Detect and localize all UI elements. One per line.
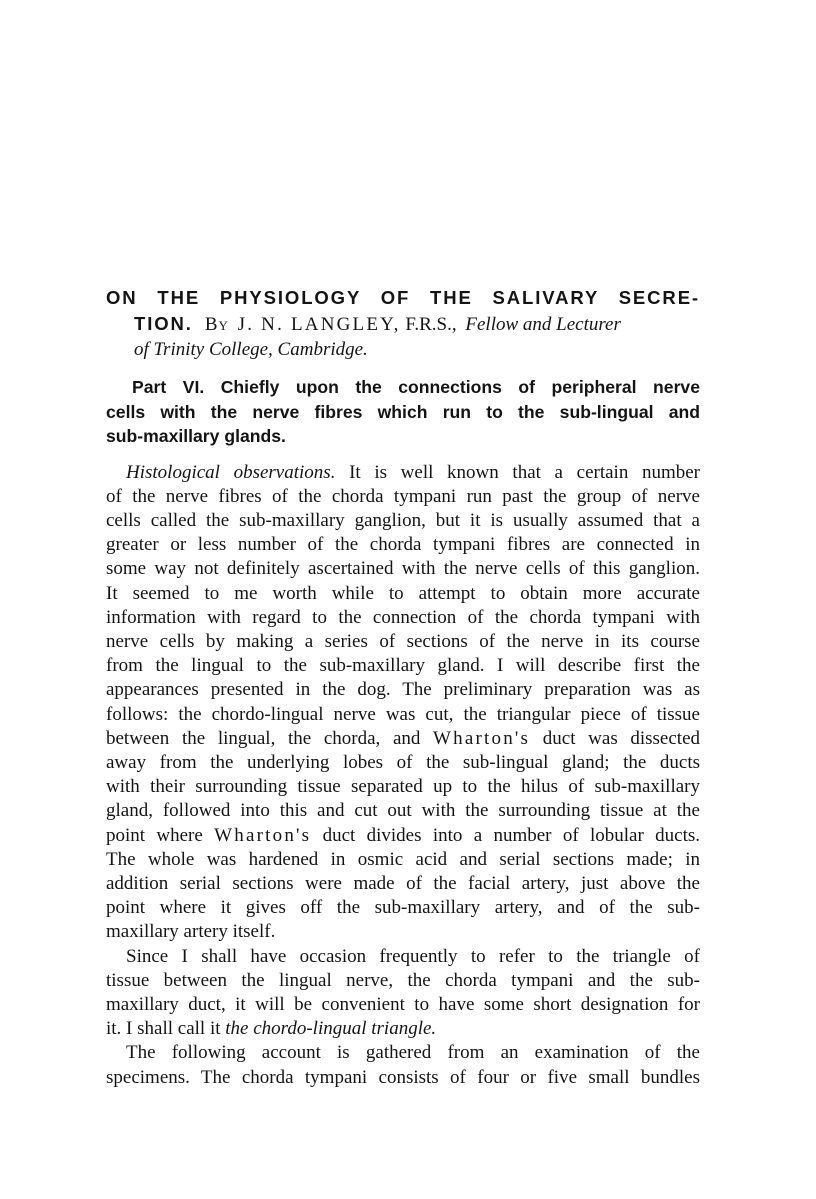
defined-term: the chordo-lingual triangle. bbox=[225, 1018, 437, 1040]
text-line: cells called the sub-maxillary ganglion, but it is usually assumed that a bbox=[106, 509, 700, 531]
text-line: follows: the chordo-lingual nerve was cut, the triangular piece of tissue bbox=[106, 703, 700, 725]
text-line: from the lingual to the sub-maxillary gland. I will describe first the bbox=[106, 655, 700, 677]
text-line: The following account is gathered from an examination of the bbox=[126, 1042, 700, 1064]
text-line: of the nerve fibres of the chorda tympani run past the group of nerve bbox=[106, 485, 700, 507]
text-line: Since I shall have occasion frequently to refer to the triangle of bbox=[126, 945, 700, 967]
text-line: nerve cells by making a series of sections of the nerve in its course bbox=[106, 630, 700, 652]
text-line: addition serial sections were made of the facial artery, just above the bbox=[106, 872, 700, 894]
title-continuation: TION. bbox=[134, 313, 193, 334]
text-line: It seemed to me worth while to attempt to obtain more accurate bbox=[106, 582, 700, 604]
paper-page bbox=[106, 285, 700, 1090]
text-line: information with regard to the connection of the chorda tympani with bbox=[106, 606, 700, 628]
text-line: with their surrounding tissue separated up to the hilus of sub-maxillary bbox=[106, 776, 700, 798]
text-line: maxillary artery itself. bbox=[106, 921, 276, 943]
author-affiliation-college: of Trinity College, Cambridge. bbox=[134, 339, 368, 360]
text-line: away from the underlying lobes of the sub-lingual gland; the ducts bbox=[106, 751, 700, 773]
text-line: specimens. The chorda tympani consists of four or five small bundles bbox=[106, 1066, 700, 1088]
part-heading-line: sub-maxillary glands. bbox=[106, 426, 286, 446]
by-word: By bbox=[204, 314, 229, 335]
text-line: point where Wharton's duct divides into a number of lobular ducts. bbox=[106, 824, 700, 846]
text-line: point where it gives off the sub-maxillary artery, and of the sub- bbox=[106, 897, 700, 919]
text-line: between the lingual, the chorda, and Wharton's duct was dissected bbox=[106, 727, 701, 749]
article-title: ON THE PHYSIOLOGY OF THE SALIVARY SECRE- bbox=[106, 287, 700, 308]
spaced-name: Wharton's bbox=[433, 727, 531, 749]
author-affiliation: Fellow and Lecturer bbox=[465, 314, 621, 335]
text-line: it. I shall call it the chordo-lingual triangle. bbox=[106, 1018, 437, 1040]
text-line: appearances presented in the dog. The preliminary preparation was as bbox=[106, 679, 700, 701]
text-line: some way not definitely ascertained with the nerve cells of this ganglion. bbox=[106, 558, 700, 580]
part-heading-line: cells with the nerve fibres which run to the sub-lingual and bbox=[106, 401, 700, 422]
text-line: The whole was hardened in osmic acid and serial sections made; in bbox=[106, 848, 700, 870]
text-line: Histological observations. It is well known that a certain number bbox=[126, 461, 701, 483]
part-heading-line: Part VI. Chiefly upon the connections of peripheral nerve bbox=[132, 377, 700, 397]
text-line: maxillary duct, it will be convenient to have some short designation for bbox=[106, 993, 700, 1015]
body-text bbox=[106, 461, 700, 1090]
author-name: J. N. LANGLEY, bbox=[237, 314, 401, 335]
text-line: tissue between the lingual nerve, the chorda tympani and the sub- bbox=[106, 969, 700, 991]
part-heading bbox=[106, 375, 700, 449]
text-line: greater or less number of the chorda tympani fibres are connected in bbox=[106, 534, 700, 556]
article-byline bbox=[134, 311, 700, 337]
spaced-name: Wharton's bbox=[214, 824, 312, 846]
section-lead: Histological observations. bbox=[126, 461, 336, 483]
author-degree: F.R.S., bbox=[405, 314, 457, 335]
text-line: gland, followed into this and cut out with the surrounding tissue at the bbox=[106, 800, 700, 822]
